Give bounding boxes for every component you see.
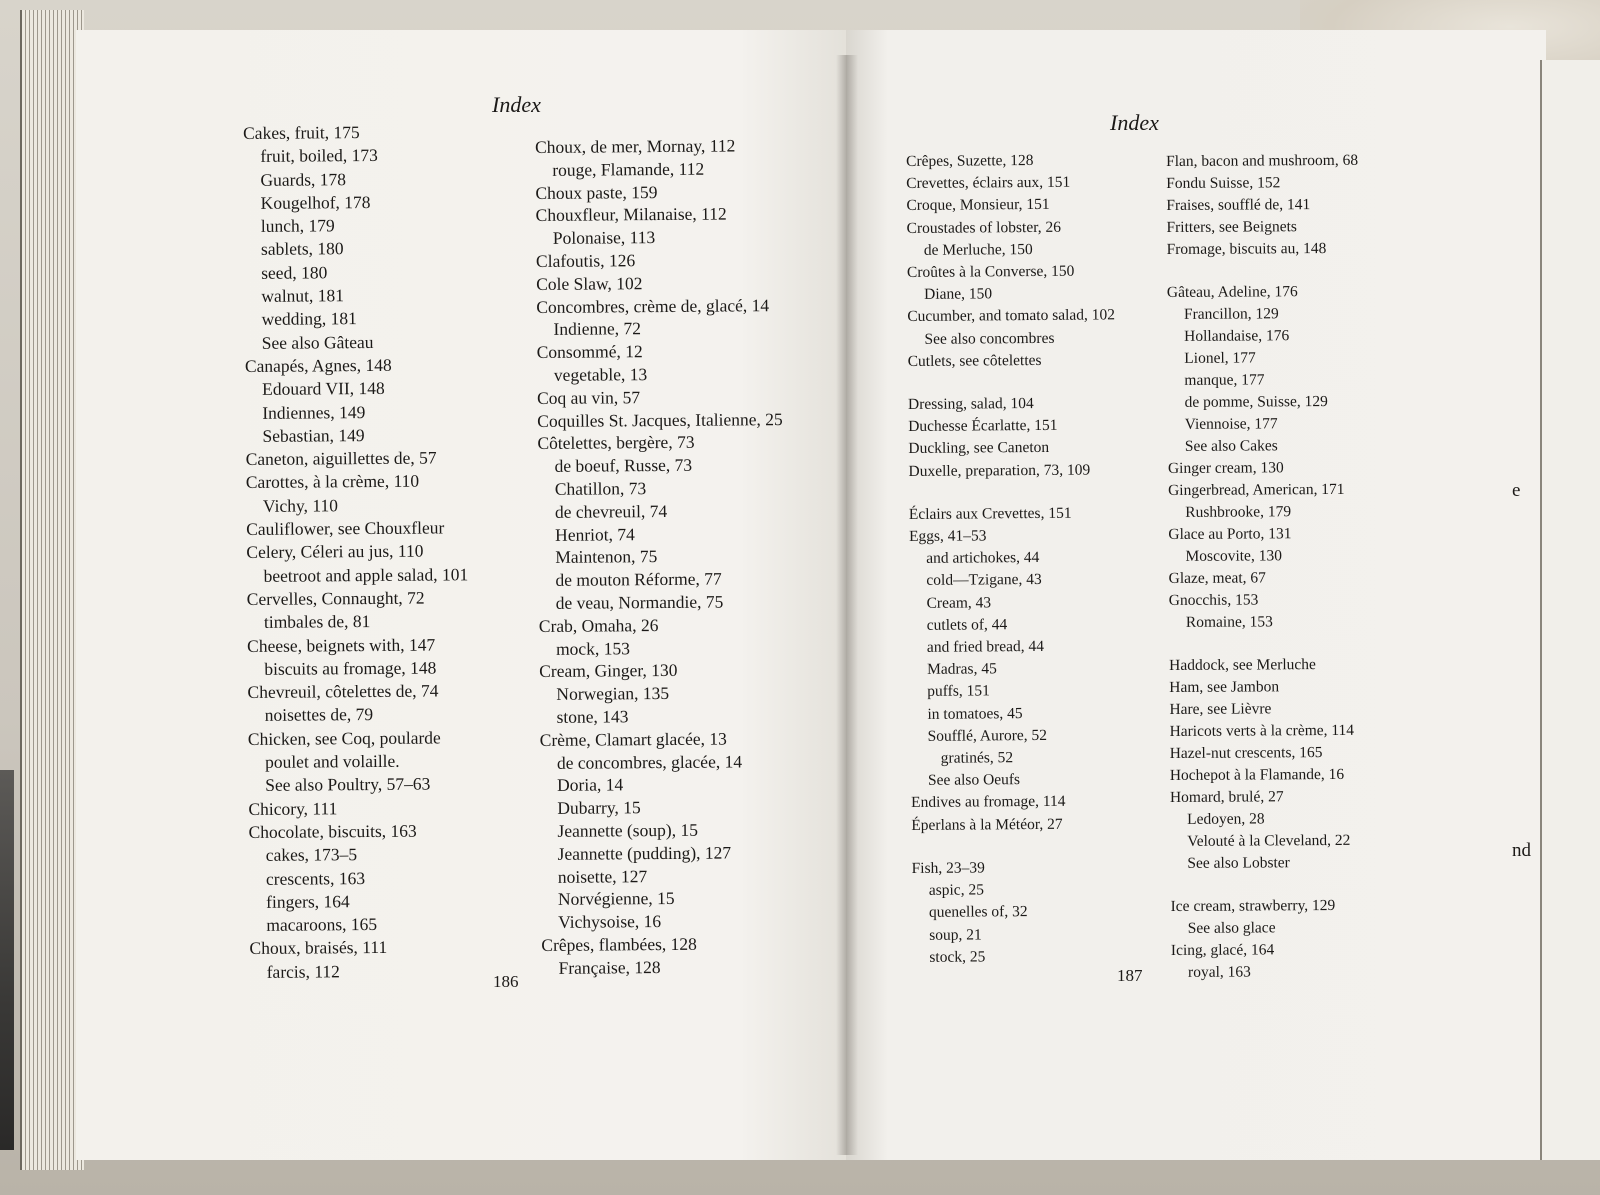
index-subentry: Norwegian, 135 [556,683,670,704]
page-stack-edge [20,10,84,1170]
index-subentry: timbales de, 81 [263,611,371,633]
index-subentry: de concombres, glacée, 14 [556,750,743,773]
index-subentry: walnut, 181 [261,285,345,306]
index-subentry: Diane, 150 [924,285,993,304]
index-entry: Icing, glacé, 164 [1170,941,1275,959]
index-subentry: Indiennes, 149 [262,401,366,423]
index-entry: Cole Slaw, 102 [536,272,643,294]
index-entry: Coq au vin, 57 [536,386,641,408]
index-subentry: Indienne, 72 [553,318,642,340]
index-entry: Cakes, fruit, 175 [243,122,360,143]
index-entry: Fraises, soufflé de, 141 [1166,196,1311,214]
index-subentry: Lionel, 177 [1184,349,1256,367]
index-subentry: Sebastian, 149 [262,424,365,446]
index-subentry: manque, 177 [1184,371,1265,389]
index-entry: Haddock, see Merluche [1169,656,1316,674]
left-page-number: 186 [493,972,519,991]
index-entry: Crevettes, éclairs aux, 151 [906,173,1071,193]
index-entry: Clafoutis, 126 [535,250,636,271]
index-column-3 [906,149,1120,969]
index-entry: Fritters, see Beignets [1166,218,1297,236]
index-entry: Glace au Porto, 131 [1168,525,1292,543]
index-entry: Caneton, aiguillettes de, 57 [245,447,437,470]
index-entry: Duchesse Écarlatte, 151 [908,417,1058,436]
index-entry: Éperlans à la Météor, 27 [911,815,1063,834]
index-subentry: Soufflé, Aurore, 52 [927,726,1048,745]
index-subentry: Kougelhof, 178 [260,191,371,213]
index-subentry: Viennoise, 177 [1184,415,1278,433]
index-subentry: aspic, 25 [928,881,984,899]
index-subentry: rouge, Flamande, 112 [552,158,705,180]
index-subentry: See also Cakes [1184,437,1278,455]
index-subentry: Ledoyen, 28 [1187,810,1265,828]
index-subentry: seed, 180 [261,262,328,283]
index-entry: Coquilles St. Jacques, Italienne, 25 [537,408,783,431]
index-entry: Crab, Omaha, 26 [538,614,659,636]
index-subentry: cakes, 173–5 [265,844,358,866]
index-subentry: and artichokes, 44 [926,549,1040,568]
index-subentry: Hollandaise, 176 [1184,327,1290,345]
index-subentry: poulet and volaille. [264,750,400,772]
index-entry: Crêpes, flambées, 128 [541,933,697,955]
index-entry: Consommé, 12 [536,341,643,363]
book-gutter [836,55,858,1155]
index-entry: Crème, Clamart glacée, 13 [539,728,727,750]
index-subentry: fingers, 164 [266,890,350,912]
index-subentry: and fried bread, 44 [926,637,1045,656]
index-entry: Chocolate, biscuits, 163 [248,820,417,842]
index-subentry: Jeannette (pudding), 127 [557,842,732,864]
index-entry: Cream, Ginger, 130 [539,660,678,682]
index-subentry: Chatillon, 73 [554,478,647,499]
index-subentry: cutlets of, 44 [926,616,1008,634]
index-entry: Hazel-nut crescents, 165 [1169,744,1323,762]
index-entry: Croque, Monsieur, 151 [906,196,1050,215]
index-entry: Croûtes à la Converse, 150 [906,262,1075,282]
index-subentry: vegetable, 13 [553,364,648,385]
index-entry: Dressing, salad, 104 [907,395,1034,414]
index-entry: Gnocchis, 153 [1168,591,1259,609]
index-subentry: Polonaise, 113 [552,227,656,249]
index-subentry: de mouton Réforme, 77 [555,568,722,590]
index-subentry: Romaine, 153 [1185,613,1273,631]
index-subentry: Francillon, 129 [1183,305,1279,323]
index-entry: Choux, braisés, 111 [249,937,388,959]
index-subentry: Dubarry, 15 [557,797,641,818]
index-subentry: macaroons, 165 [266,914,378,935]
index-subentry: See also glace [1187,919,1276,937]
index-subentry: Jeannette (soup), 15 [557,819,698,841]
index-column-1 [243,120,471,984]
index-entry: Fondu Suisse, 152 [1166,174,1281,192]
index-subentry: noisette, 127 [557,865,648,887]
index-subentry: Norvégienne, 15 [557,888,675,910]
next-page-edge [1512,60,1600,1160]
index-subentry: Maintenon, 75 [555,546,658,568]
right-page-number: 187 [1117,966,1143,985]
right-page-header: Index [1110,110,1159,135]
index-entry: Gâteau, Adeline, 176 [1166,283,1298,301]
index-entry: Fish, 23–39 [911,859,985,877]
index-column-2 [535,134,787,979]
index-subentry: de veau, Normandie, 75 [555,591,724,613]
index-subentry: de Merluche, 150 [923,240,1033,259]
index-entry: Celery, Céleri au jus, 110 [246,540,424,563]
index-subentry: See also Poultry, 57–63 [265,773,431,796]
next-page-fragment: e [1512,480,1521,501]
index-subentry: Madras, 45 [927,660,997,679]
index-subentry: in tomatoes, 45 [927,704,1023,723]
index-subentry: beetroot and apple salad, 101 [263,563,469,586]
index-entry: Chouxfleur, Milanaise, 112 [535,203,727,226]
index-entry: Cutlets, see côtelettes [907,351,1042,370]
index-entry: Hochepot à la Flamande, 16 [1169,765,1345,784]
index-entry: Fromage, biscuits au, 148 [1166,240,1327,258]
index-entry: Canapés, Agnes, 148 [244,354,392,376]
index-entry: Ham, see Jambon [1169,678,1280,696]
index-entry: Duxelle, preparation, 73, 109 [908,461,1091,480]
index-entry: Homard, brulé, 27 [1169,788,1284,806]
index-subentry: See also concombres [924,329,1055,348]
index-subentry: Guards, 178 [260,168,347,190]
index-subentry: quenelles of, 32 [928,903,1028,922]
index-subentry: fruit, boiled, 173 [260,145,378,167]
index-subentry: See also Oeufs [927,771,1021,790]
index-entry: Cheese, beignets with, 147 [247,634,436,656]
index-entry: Eggs, 41–53 [908,527,987,546]
index-subentry: Vichy, 110 [262,495,339,516]
index-subentry: Edouard VII, 148 [262,378,385,400]
index-subentry: Française, 128 [558,956,661,978]
index-subentry: stone, 143 [556,706,629,727]
index-subentry: noisettes de, 79 [264,704,374,726]
index-subentry: mock, 153 [555,637,630,659]
next-page-fragment: nd [1512,840,1531,861]
index-subentry: de boeuf, Russe, 73 [554,454,693,477]
left-page-header: Index [492,92,541,117]
index-entry: Chicken, see Coq, poularde [247,727,441,749]
index-subentry: See also Lobster [1187,854,1290,872]
index-subentry: de chevreuil, 74 [554,500,668,522]
index-subentry: Rushbrooke, 179 [1185,503,1292,521]
index-subentry: Henriot, 74 [555,523,635,545]
index-subentry: Doria, 14 [557,774,624,796]
index-entry: Carottes, à la crème, 110 [245,471,420,493]
index-entry: Côtelettes, bergère, 73 [537,432,695,454]
index-entry: Ginger cream, 130 [1167,459,1284,477]
index-subentry: stock, 25 [929,948,986,966]
index-entry: Croustades of lobster, 26 [906,218,1062,237]
index-subentry: wedding, 181 [261,308,357,330]
index-entry: Cauliflower, see Chouxfleur [246,517,445,540]
index-column-4 [1166,150,1363,984]
index-subentry: puffs, 151 [927,682,990,701]
index-subentry: de pomme, Suisse, 129 [1184,393,1328,411]
index-subentry: sablets, 180 [260,238,344,260]
index-entry: Éclairs aux Crevettes, 151 [908,504,1072,523]
index-entry: Hare, see Lièvre [1169,700,1272,718]
index-subentry: Moscovite, 130 [1185,547,1282,565]
index-subentry: royal, 163 [1187,963,1251,981]
index-entry: Duckling, see Caneton [908,439,1050,458]
index-subentry: soup, 21 [929,925,982,944]
dark-edge-strip [0,770,14,1150]
index-entry: Cervelles, Connaught, 72 [246,587,425,609]
index-subentry: lunch, 179 [260,215,335,237]
index-entry: Flan, bacon and mushroom, 68 [1166,151,1359,170]
index-subentry: gratinés, 52 [940,749,1014,767]
index-subentry: Velouté à la Cleveland, 22 [1187,831,1351,850]
index-entry: Ice cream, strawberry, 129 [1170,896,1336,915]
index-entry: Crêpes, Suzette, 128 [906,151,1034,170]
index-subentry: cold—Tzigane, 43 [926,571,1042,590]
index-entry: Cucumber, and tomato salad, 102 [907,306,1116,326]
index-entry: Gingerbread, American, 171 [1168,480,1345,499]
index-subentry: Cream, 43 [926,594,992,612]
index-entry: Chevreuil, côtelettes de, 74 [247,680,439,703]
index-subentry: See also Gâteau [261,331,374,353]
index-subentry: Vichysoise, 16 [558,911,662,932]
index-entry: Chicory, 111 [248,797,338,819]
index-entry: Concombres, crème de, glacé, 14 [536,294,770,317]
index-entry: Choux, de mer, Mornay, 112 [535,135,736,157]
index-entry: Haricots verts à la crème, 114 [1169,721,1355,740]
index-subentry: biscuits au fromage, 148 [264,657,437,679]
index-entry: Choux paste, 159 [535,181,658,203]
index-entry: Glaze, meat, 67 [1168,569,1266,587]
index-subentry: crescents, 163 [265,867,366,889]
index-entry: Endives au fromage, 114 [911,793,1066,812]
index-subentry: farcis, 112 [266,960,340,982]
